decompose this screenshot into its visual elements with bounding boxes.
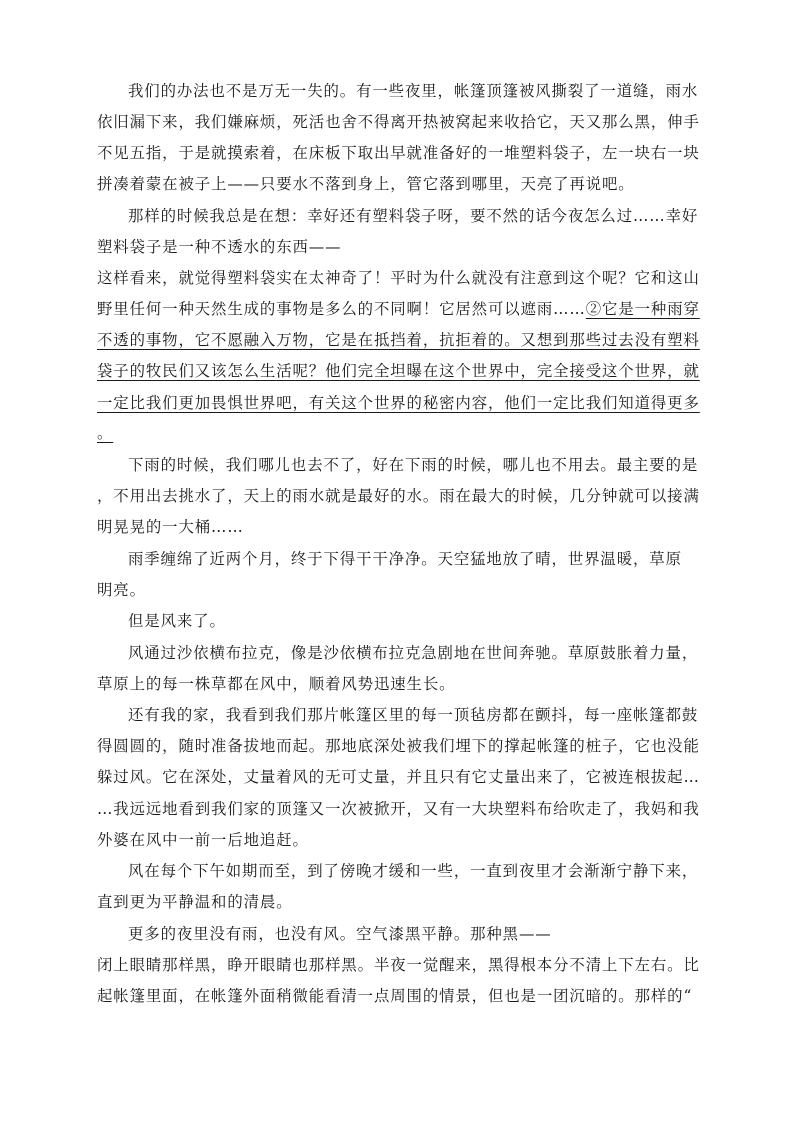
text-line: 明亮。 bbox=[97, 581, 146, 599]
text-line: ，不用出去挑水了，天上的雨水就是最好的水。雨在最大的时候，几分钟就可以接满 bbox=[97, 487, 700, 505]
text-segment: 野里任何一种天然生成的事物是多么的不同啊！它居然可以遮雨…… bbox=[97, 300, 586, 318]
text-line: 这样看来，就觉得塑料袋实在太神奇了！平时为什么就没有注意到这个呢？它和这山 bbox=[97, 269, 700, 287]
text-line: 依旧漏下来，我们嫌麻烦，死活也舍不得离开热被窝起来收拾它，天又那么黑，伸手 bbox=[97, 113, 700, 131]
text-line bbox=[97, 299, 700, 319]
text-line: 草原上的每一株草都在风中，顺着风势迅速生长。 bbox=[97, 675, 456, 693]
underlined-passage: 不透的事物，它不愿融入万物，它是在抵挡着，抗拒着的。又想到那些过去没有塑料 bbox=[97, 331, 700, 349]
text-line: 风通过沙依横布拉克，像是沙依横布拉克急剧地在世间奔驰。草原鼓胀着力量， bbox=[128, 644, 699, 662]
text-line: 还有我的家，我看到我们那片帐篷区里的每一顶毡房都在颤抖，每一座帐篷都鼓 bbox=[128, 706, 699, 724]
text-line: 外婆在风中一前一后地追赶。 bbox=[97, 831, 309, 849]
text-line: 闭上眼睛那样黑，睁开眼睛也那样黑。半夜一觉醒来，黑得根本分不清上下左右。比 bbox=[97, 956, 700, 974]
text-line: 雨季缠绵了近两个月，终于下得干干净净。天空猛地放了晴，世界温暖，草原 bbox=[128, 550, 682, 568]
text-line: 起帐篷里面，在帐篷外面稍微能看清一点周围的情景，但也是一团沉暗的。那样的“ bbox=[97, 987, 693, 1005]
text-line bbox=[97, 330, 700, 350]
underlined-passage: 一定比我们更加畏惧世界吧，有关这个世界的秘密内容，他们一定比我们知道得更多 bbox=[97, 394, 700, 412]
text-line: 躲过风。它在深处，丈量着风的无可丈量，并且只有它丈量出来了，它被连根拔起… bbox=[97, 768, 700, 786]
text-line bbox=[97, 423, 113, 443]
text-line: 那样的时候我总是在想：幸好还有塑料袋子呀，要不然的话今夜怎么过……幸好 bbox=[128, 207, 699, 225]
text-line: 明晃晃的一大桶…… bbox=[97, 518, 244, 536]
text-line: 风在每个下午如期而至，到了傍晚才缓和一些，一直到夜里才会渐渐宁静下来， bbox=[128, 862, 699, 880]
underlined-passage: ②它是一种雨穿 bbox=[585, 300, 700, 318]
text-line bbox=[97, 393, 700, 413]
text-line: 塑料袋子是一种不透水的东西—— bbox=[97, 238, 342, 256]
text-line: 不见五指，于是就摸索着，在床板下取出早就准备好的一堆塑料袋子，左一块右一块 bbox=[97, 144, 700, 162]
text-line: 得圆圆的，随时准备拔地而起。那地底深处被我们埋下的撑起帐篷的桩子，它也没能 bbox=[97, 737, 700, 755]
text-line: 直到更为平静温和的清晨。 bbox=[97, 893, 293, 911]
text-line: …我远远地看到我们家的顶篷又一次被掀开，又有一大块塑料布给吹走了，我妈和我 bbox=[97, 800, 700, 818]
text-line bbox=[97, 361, 700, 381]
text-line: 但是风来了。 bbox=[128, 612, 226, 630]
text-line: 拼凑着蒙在被子上——只要水不落到身上，管它落到哪里，天亮了再说吧。 bbox=[97, 175, 635, 193]
text-line: 下雨的时候，我们哪儿也去不了，好在下雨的时候，哪儿也不用去。最主要的是 bbox=[128, 456, 699, 474]
underlined-passage: 袋子的牧民们又该怎么生活呢？他们完全坦曝在这个世界中，完全接受这个世界，就 bbox=[97, 362, 700, 380]
text-line: 更多的夜里没有雨，也没有风。空气漆黑平静。那种黑—— bbox=[128, 925, 552, 943]
text-line: 我们的办法也不是万无一失的。有一些夜里，帐篷顶篷被风撕裂了一道缝，雨水 bbox=[128, 82, 699, 100]
underlined-passage: 。 bbox=[97, 424, 114, 442]
